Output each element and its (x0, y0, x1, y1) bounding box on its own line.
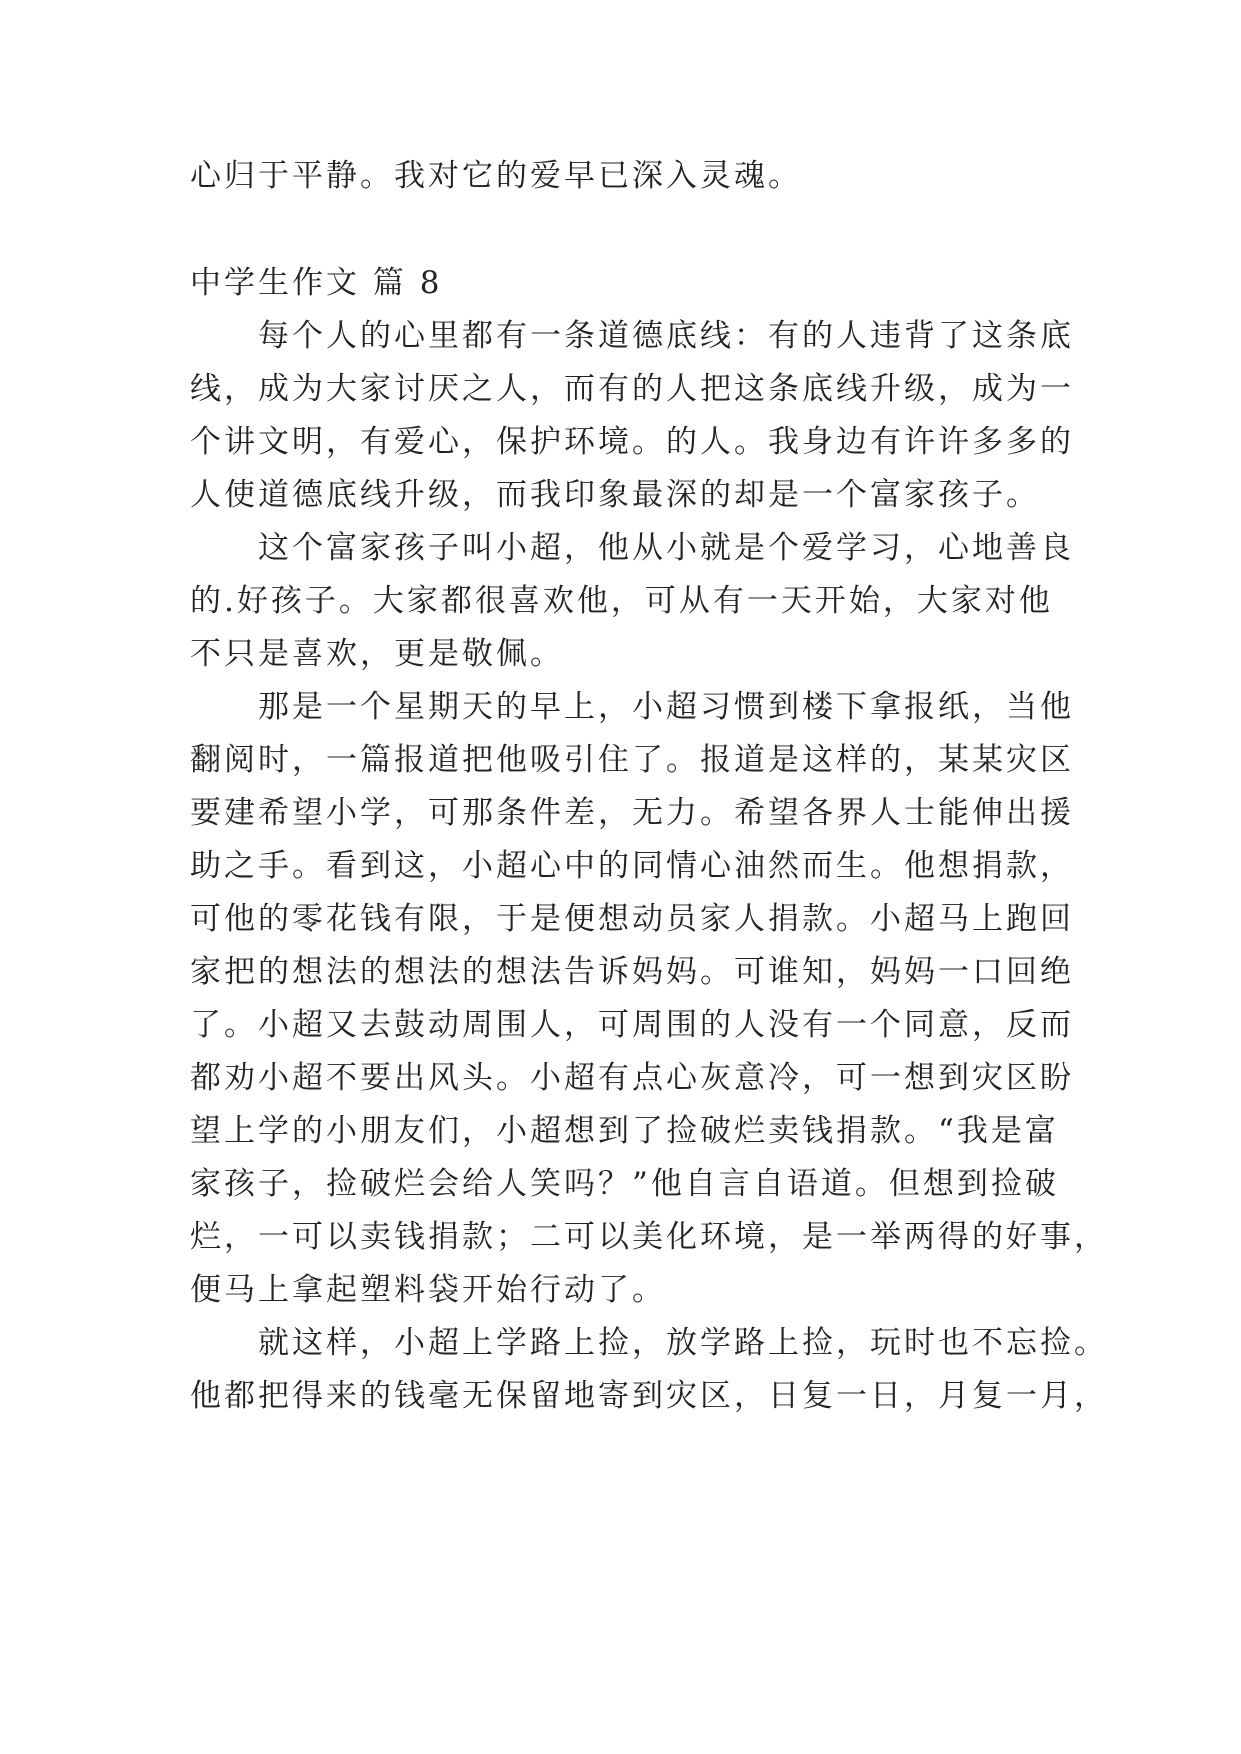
paragraph-line: 翻阅时，一篇报道把他吸引住了。报道是这样的，某某灾区 (190, 742, 1074, 778)
paragraph-line: 他都把得来的钱毫无保留地寄到灾区，日复一日，月复一月， (190, 1378, 1108, 1414)
paragraph-line: 可他的零花钱有限，于是便想动员家人捐款。小超马上跑回 (190, 901, 1074, 937)
paragraph-gap (190, 203, 1070, 257)
paragraph-line: 人使道德底线升级，而我印象最深的却是一个富家孩子。 (190, 477, 1040, 513)
paragraph-line: 的.好孩子。大家都很喜欢他，可从有一天开始，大家对他 (190, 583, 1053, 619)
paragraph-line: 家把的想法的想法的想法告诉妈妈。可谁知，妈妈一口回绝 (190, 954, 1074, 990)
document-body (190, 150, 1108, 1423)
paragraph-line: 助之手。看到这，小超心中的同情心油然而生。他想捐款， (190, 848, 1074, 884)
paragraph-line: 都劝小超不要出风头。小超有点心灰意冷，可一想到灾区盼 (190, 1060, 1074, 1096)
paragraph-line: 这个富家孩子叫小超，他从小就是个爱学习，心地善良 (258, 530, 1074, 566)
paragraph-line: 不只是喜欢，更是敬佩。 (190, 636, 564, 672)
paragraph-line: 要建希望小学，可那条件差，无力。希望各界人士能伸出援 (190, 795, 1074, 831)
paragraph-line: 线，成为大家讨厌之人，而有的人把这条底线升级，成为一 (190, 371, 1074, 407)
paragraph-line: 望上学的小朋友们，小超想到了捡破烂卖钱捐款。“我是富 (190, 1113, 1059, 1149)
paragraph-line: 家孩子，捡破烂会给人笑吗？”他自言自语道。但想到捡破 (190, 1166, 1059, 1202)
paragraph-line: 了。小超又去鼓动周围人，可周围的人没有一个同意，反而 (190, 1007, 1074, 1043)
section-heading: 中学生作文 篇 8 (190, 265, 443, 301)
paragraph-line: 就这样，小超上学路上捡，放学路上捡，玩时也不忘捡。 (258, 1325, 1108, 1361)
paragraph-line: 那是一个星期天的早上，小超习惯到楼下拿报纸，当他 (258, 689, 1074, 725)
paragraph-line: 烂，一可以卖钱捐款；二可以美化环境，是一举两得的好事， (190, 1219, 1108, 1255)
paragraph-line: 便马上拿起塑料袋开始行动了。 (190, 1272, 666, 1308)
paragraph-line: 个讲文明，有爱心，保护环境。的人。我身边有许许多多的 (190, 424, 1074, 460)
paragraph-line: 心归于平静。我对它的爱早已深入灵魂。 (190, 158, 802, 194)
paragraph-line: 每个人的心里都有一条道德底线：有的人违背了这条底 (258, 318, 1074, 354)
